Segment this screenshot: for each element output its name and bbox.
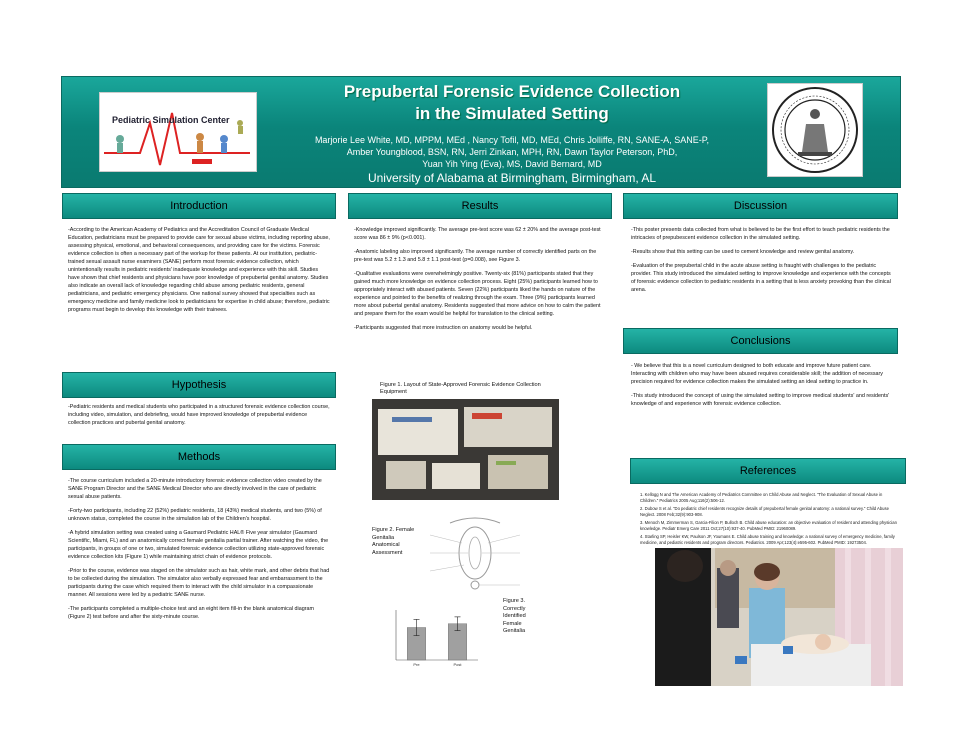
figure-1-caption: Figure 1. Layout of State-Approved Forensic Evidence Collection Equipment (380, 382, 541, 395)
poster-header (61, 76, 901, 188)
authors-line-2: Amber Youngblood, BSN, RN, Jerri Zinkan, MPH, RN, Dawn Taylor Peterson, PhD, (346, 147, 678, 157)
reference-2: 2. Dubow S et al. "Do pediatric chief residents recognize details of prepubertal female genital anatomy: a national survey." Child Abuse Neglect. 2008 Feb;32(9):903-908. (640, 506, 889, 517)
methods-paragraph-2: -Forty-two participants, including 22 (52%) pediatric residents, 18 (43%) medical students, and two (5%) of unknown status, completed the course in the simulation lab of the Children's hospital. (68, 508, 322, 522)
figure-3-caption: Figure 3. Correctly Identified Female Genitalia (503, 598, 526, 634)
results-paragraph-1: -Knowledge improved significantly. The average pre-test score was 62 ± 20% and the average post-test score was 86 ± 9% (p<0.001). (354, 227, 601, 241)
methods-heading: Methods (62, 444, 336, 470)
logo-text: Pediatric Simulation Center (112, 115, 230, 125)
references-heading: References (630, 458, 906, 484)
authors-line-1: Marjorie Lee White, MD, MPPM, MEd , Nancy Tofil, MD, MEd, Chris Jolliffe, RN, SANE-A, SANE-P, (314, 135, 710, 145)
introduction-heading: Introduction (62, 193, 336, 219)
methods-paragraph-5: -The participants completed a multiple-choice test and an eight item fill-in the blank anatomical diagram (Figure 2) test before and after the sixty-minute course. (68, 606, 314, 620)
title-line-2: in the Simulated Setting (415, 104, 609, 123)
introduction-paragraph: -According to the American Academy of Pediatrics and the Accreditation Council of Graduate Medical Education, pediatricians must be prepared to provide care for sexual abuse victims, including reporting abuse, assessing physical, emotional, and behavioral consequences, and providing care for the victims. Forensic evidence collection is often a necessary part of the workup for these patients. At our institution, pediatric-trained sexual assault nurse examiners (SANE) perform most forensic evidence collection, which unintentionally results in pediatric residents' inadequate knowledge and experience with this skill. Studies have shown that chief residents and physicians have poor knowledge of prepubertal genital anatomy. Studies also indicate an overall lack of knowledge regarding child abuse among pediatric residents, general pediatricians, and pediatric emergency physicians. One national survey showed that specialties such as emergency medicine and family medicine look to pediatricians for expertise in child abuse; therefore, pediatric programs must begin to develop this knowledge with their trainees. (68, 227, 330, 313)
discussion-paragraph-2: -Results show that this setting can be used to cement knowledge and review genital anatomy. (631, 249, 855, 255)
conclusions-paragraph-1: - We believe that this is a novel curriculum designed to both educate and improve future patient care. Interacting with children who may have been abused requires considerable skill; the addition of necessary precision required for evidence collection makes the simulated setting an ideal setting to practice in. (631, 363, 884, 385)
affiliation: University of Alabama at Birmingham, Birmingham, AL (367, 171, 657, 185)
conclusions-paragraph-2: -This study introduced the concept of using the simulated setting to improve medical students' and residents' knowledge of and experience with forensic evidence collection. (631, 393, 890, 407)
poster-title (272, 81, 752, 125)
author-list (272, 134, 752, 170)
conclusions-body (631, 362, 891, 414)
methods-paragraph-4: -Prior to the course, evidence was staged on the simulator such as hair, white mark, and other debris that had to be collected during the simulation. The simulator also verbally expressed fear and embarrassment to the participants during the case which required them to interact with the child simulator in a compassionate manner. All sessions were led by a pediatric SANE nurse. (68, 568, 330, 598)
title-line-1: Prepubertal Forensic Evidence Collection (343, 82, 681, 101)
references-list (640, 492, 898, 548)
discussion-heading: Discussion (623, 193, 898, 219)
figure-2-caption: Figure 2. Female Genitalia Anatomical Assessment (372, 527, 415, 556)
reference-3: 3. Menoch M, Zimmerman S, Garcia-Filion P, Bulloch B. Child abuse education: an objective evaluation of resident and attending physician knowledge. Pediatr Emerg Care 2011 Oct;27(10):937-40. PubMed PMID: 21960089. (640, 520, 897, 531)
results-heading: Results (348, 193, 612, 219)
results-paragraph-4: -Participants suggested that more instruction on anatomy would be helpful. (354, 325, 533, 331)
reference-1: 1. Kellogg N and The American Academy of Pediatrics Committee on Child Abuse and Neglect. "The Evaluation of Sexual Abuse in Children." Pediatrics 2005 Aug;116(2):506-12. (640, 492, 883, 503)
discussion-paragraph-3: -Evaluation of the prepubertal child in the acute abuse setting is fraught with challenges to the pediatric provider. This study introduced the simulated setting to improve knowledge and experience with the concepts of forensic evidence collection to pediatric residents in a setting that is less anxiety provoking than the clinical arena. (631, 263, 891, 293)
conclusions-heading: Conclusions (623, 328, 898, 354)
figure-3-bar-chart (382, 604, 482, 670)
methods-paragraph-3: -A hybrid simulation setting was created using a Gaumard Pediatric HAL® Five year simulator (Gaumard Scientific, Miami, FL) and an anatomically correct female genitalia partial trainer. After watching the video, the participants, in groups of one or two, simulated forensic evidence collection utilizing state-approved forensic evidence collection kits (Figure 1) while maintaining strict chain of evidence protocols. (68, 530, 329, 560)
results-paragraph-3: -Qualitative evaluations were overwhelmingly positive. Twenty-six (81%) participants stated that they gained much more knowledge on evidence collection process. Eight (25%) participants learned how to appropriately interact with abused patients. Seven (22%) participants liked the hands on nature of the experience and pointed to the benefits of realizing through the exam. Three (9%) participants learned more about pubertal genital anatomy. Residents suggested that more advice on how to calm the patient and prepare them for the exam would be helpful for translation to the clinical setting. (354, 271, 601, 317)
uab-seal-logo (767, 83, 863, 177)
figure-1-evidence-kit-photo (372, 399, 559, 500)
hypothesis-heading: Hypothesis (62, 372, 336, 398)
introduction-body (68, 226, 330, 320)
tick-label-post: Post (453, 662, 462, 667)
pediatric-simulation-center-logo (99, 92, 257, 172)
results-paragraph-2: -Anatomic labeling also improved significantly. The average number of correctly identified parts on the pre-test was 5.2 ± 1.3 and 5.8 ± 1.1 post-test (p=0.008), see Figure 3. (354, 249, 597, 263)
tick-label-pre: Pre (413, 662, 420, 667)
results-body (354, 226, 606, 338)
authors-line-3: Yuan Yih Ying (Eva), MS, David Bernard, MD (422, 159, 602, 169)
hypothesis-body (68, 403, 330, 433)
simulation-session-photo (655, 548, 903, 686)
discussion-body (631, 226, 891, 300)
methods-body (68, 477, 330, 627)
methods-paragraph-1: -The course curriculum included a 20-minute introductory forensic evidence collection video created by the SANE Program Director and the SANE Medical Director who are directly involved in the care of pediatric sexual abuse patients. (68, 478, 322, 500)
discussion-paragraph-1: -This poster presents data collected from what is believed to be the first effort to teach pediatric residents the intricacies of prepubescent evidence collection in the simulated setting. (631, 227, 890, 241)
reference-4: 4. Starling SP, Heisler KW, Paulson JF, Youmans E. Child abuse training and knowledge: a national survey of emergency medicine, family medicine, and pediatric residents and program directors. Pediatrics. 2009 Apr;123(4):e595-602. PubMed PMID: 19273504. (640, 534, 895, 545)
hypothesis-paragraph: -Pediatric residents and medical students who participated in a structured forensic evidence collection course, including video, simulation, and debriefing, would have improved knowledge of prepubertal evidence collection practices and pubertal genital anatomy. (68, 404, 330, 426)
figure-2-anatomy-diagram (420, 513, 530, 601)
